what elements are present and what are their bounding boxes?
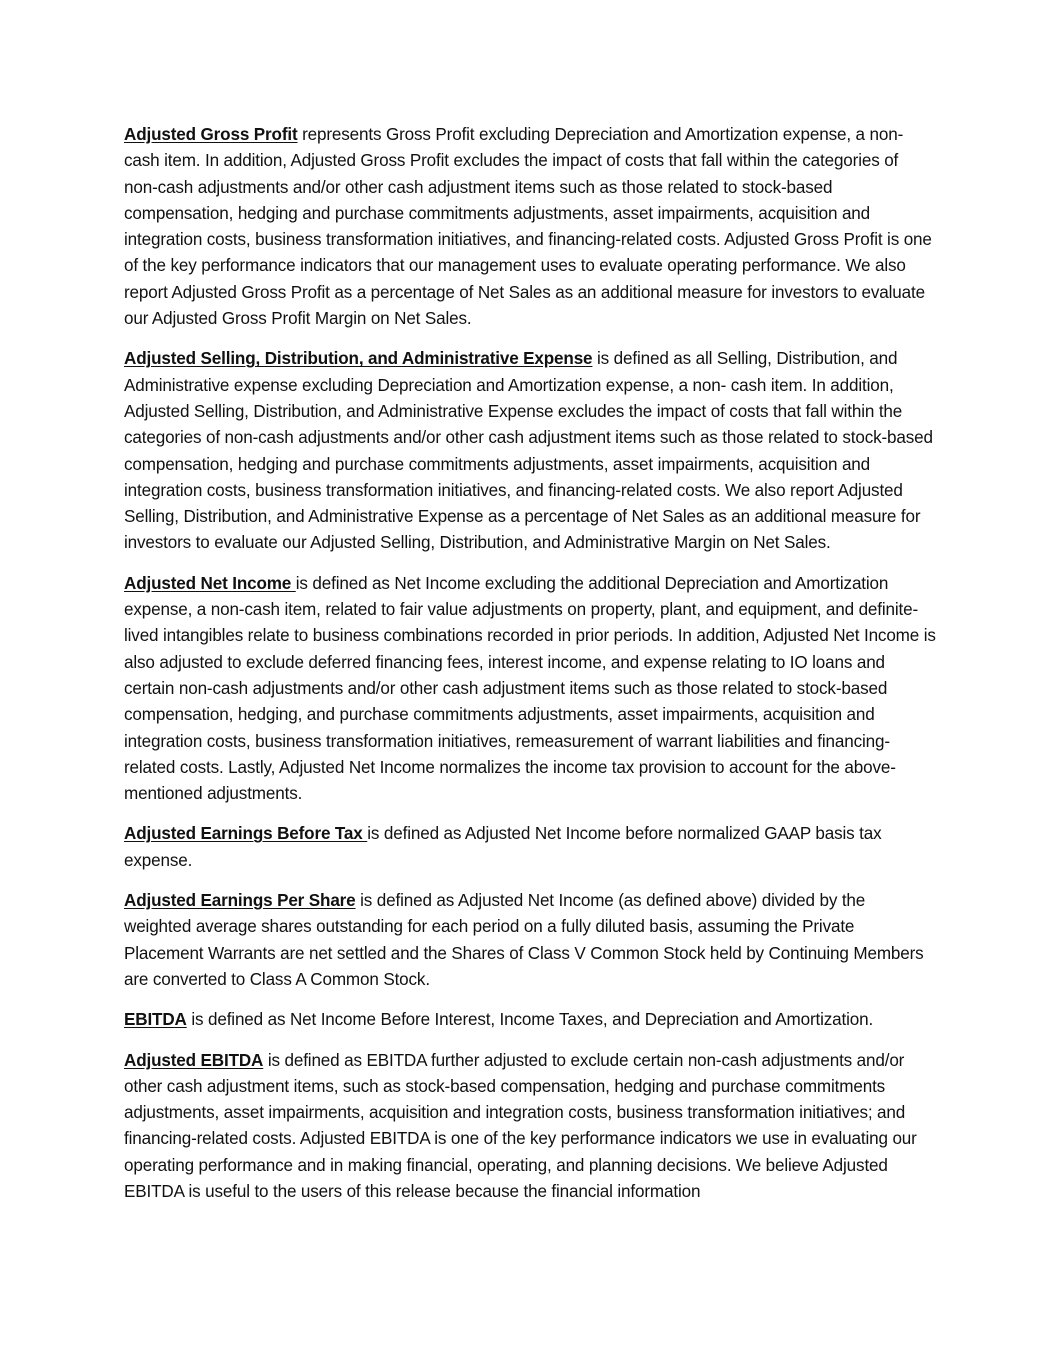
term-adjusted-sdna-expense: Adjusted Selling, Distribution, and Administrative Expense: [124, 349, 593, 369]
definition-text: is defined as all Selling, Distribution, and Administrative expense excluding Depreciation and Amortization expense, a non- cash item. In addition, Adjusted Selling, Distribution, and Administrative Expense excludes the impact of costs that fall within the categories of non-cash adjustments and/or other cash adjustment items such as those related to stock-based compensation, hedging and purchase commitments adjustments, asset impairments, acquisition and integration costs, business transformation initiatives, and financing-related costs. We also report Adjusted Selling, Distribution, and Administrative Expense as a percentage of Net Sales as an additional measure for investors to evaluate our Adjusted Selling, Distribution, and Administrative Margin on Net Sales.: [124, 349, 933, 553]
definition-text: is defined as Adjusted Net Income before normalized GAAP basis tax expense.: [124, 824, 882, 870]
term-adjusted-eps: Adjusted Earnings Per Share: [124, 891, 356, 911]
definition-adjusted-eps: [124, 888, 936, 993]
term-ebitda: EBITDA: [124, 1010, 187, 1030]
term-adjusted-net-income: Adjusted Net Income: [124, 573, 296, 593]
definition-ebitda: [124, 1007, 936, 1033]
definition-text: represents Gross Profit excluding Depreciation and Amortization expense, a non-cash item. In addition, Adjusted Gross Profit excludes the impact of costs that fall within the categories of non-cash adjustments and/or other cash adjustment items such as those related to stock-based compensation, hedging and purchase commitments adjustments, asset impairments, acquisition and integration costs, business transformation initiatives, and financing-related costs. Adjusted Gross Profit is one of the key performance indicators that our management uses to evaluate operating performance. We also report Adjusted Gross Profit as a percentage of Net Sales as an additional measure for investors to evaluate our Adjusted Gross Profit Margin on Net Sales.: [124, 125, 932, 329]
term-adjusted-gross-profit: Adjusted Gross Profit: [124, 125, 298, 144]
term-adjusted-ebitda: Adjusted EBITDA: [124, 1050, 264, 1070]
definition-adjusted-sdna-expense: [124, 346, 936, 556]
definition-text: is defined as Adjusted Net Income (as defined above) divided by the weighted average shares outstanding for each period on a fully diluted basis, assuming the Private Placement Warrants are net settled and the Shares of Class V Common Stock held by Continuing Members are converted to Class A Common Stock.: [124, 891, 924, 989]
definition-adjusted-net-income: [124, 571, 936, 808]
definition-adjusted-gross-profit: [124, 122, 936, 332]
definition-adjusted-earnings-before-tax: [124, 821, 936, 874]
definition-text: is defined as EBITDA further adjusted to exclude certain non-cash adjustments and/or other cash adjustment items, such as stock-based compensation, hedging and purchase commitments adjustments, asset impairments, acquisition and integration costs, business transformation initiatives; and financing-related costs. Adjusted EBITDA is one of the key performance indicators we use in evaluating our operating performance and in making financial, operating, and planning decisions. We believe Adjusted EBITDA is useful to the users of this release because the financial information: [124, 1050, 917, 1201]
definition-text: is defined as Net Income excluding the additional Depreciation and Amortization expense, a non-cash item, related to fair value adjustments on property, plant, and equipment, and definite-lived intangibles relate to business combinations recorded in prior periods. In addition, Adjusted Net Income is also adjusted to exclude deferred financing fees, interest income, and expense relating to IO loans and certain non-cash adjustments and/or other cash adjustment items such as those related to stock-based compensation, hedging, and purchase commitments adjustments, asset impairments, acquisition and integration costs, business transformation initiatives, remeasurement of warrant liabilities and financing-related costs. Lastly, Adjusted Net Income normalizes the income tax provision to account for the above-mentioned adjustments.: [124, 573, 936, 804]
definition-adjusted-ebitda: [124, 1048, 936, 1206]
definition-text: is defined as Net Income Before Interest, Income Taxes, and Depreciation and Amortization.: [186, 1010, 874, 1030]
document-page: [124, 122, 936, 1219]
term-adjusted-earnings-before-tax: Adjusted Earnings Before Tax: [124, 824, 368, 844]
